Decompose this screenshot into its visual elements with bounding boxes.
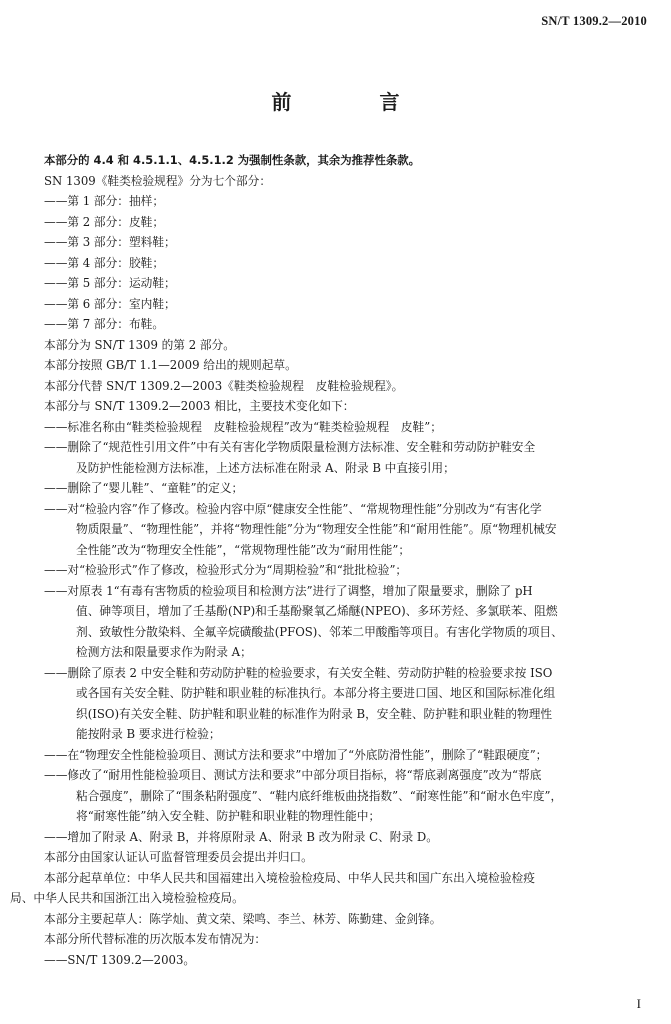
paragraph-line: 剂、致敏性分散染料、全氟辛烷磺酸盐(PFOS)、邻苯二甲酸酯等项目。有害化学物质的项目、 [76,624,563,639]
paragraph-line: 或各国有关安全鞋、防护鞋和职业鞋的标准执行。本部分将主要进口国、地区和国际标准化组 [76,686,556,700]
list-item: ——删除了原表 2 中安全鞋和劳动防护鞋的检验要求，有关安全鞋、劳动防护鞋的检验要求按 ISO [44,665,553,680]
list-item: ——第 6 部分：室内鞋； [44,296,176,311]
paragraph-line: 局、中华人民共和国浙江出入境检验检疫局。 [10,891,244,905]
paragraph-line: 将“耐寒性能”纳入安全鞋、防护鞋和职业鞋的物理性能中； [76,809,381,823]
list-item: ——增加了附录 A、附录 B，并将原附录 A、附录 B 改为附录 C、附录 D。 [44,829,438,844]
paragraph-line: 本部分代替 SN/T 1309.2—2003《鞋类检验规程 皮鞋检验规程》。 [44,378,404,393]
paragraph-line: 本部分起草单位：中华人民共和国福建出入境检验检疫局、中华人民共和国广东出入境检验检疫 [44,870,535,885]
standard-code: SN/T 1309.2—2010 [541,14,647,28]
page-title: 前 言 [271,90,434,114]
list-item: ——对原表 1“有毒有害物质的检验项目和检测方法”进行了调整，增加了限量要求，删除了 pH [44,583,533,598]
paragraph-line: 本部分为 SN/T 1309 的第 2 部分。 [44,337,235,352]
paragraph-line: 及防护性能检测方法标准，上述方法标准在附录 A、附录 B 中直接引用； [76,460,455,475]
list-item: ——在“物理安全性能检验项目、测试方法和要求”中增加了“外底防滑性能”，删除了“鞋跟硬度”； [44,747,548,762]
page-number: I [636,996,641,1011]
paragraph-line: 本部分主要起草人：陈学灿、黄文荣、梁鸣、李兰、林芳、陈勤建、金剑锋。 [44,911,442,926]
list-item: ——对“检验内容”作了修改。检验内容中原“健康安全性能”、“常规物理性能”分别改为“有害化学 [44,501,542,516]
list-item: ——第 3 部分：塑料鞋； [44,235,176,249]
paragraph-line: 物质限量”、“物理性能”，并将“物理性能”分为“物理安全性能”和“耐用性能”。原“物理机械安 [76,522,557,536]
paragraph-line: 本部分所代替标准的历次版本发布情况为： [44,932,267,946]
list-item: ——删除了“规范性引用文件”中有关有害化学物质限量检测方法标准、安全鞋和劳动防护鞋安全 [44,440,536,454]
list-item: ——删除了“婴儿鞋”、“童鞋”的定义； [44,481,244,495]
list-item: ——第 2 部分：皮鞋； [44,214,165,229]
list-item: ——第 7 部分：布鞋。 [44,317,165,331]
list-item: ——对“检验形式”作了修改，检验形式分为“周期检验”和“批批检验”； [44,563,408,577]
list-item: ——修改了“耐用性能检验项目、测试方法和要求”中部分项目指标，将“帮底剥离强度”改为“帮底 [44,768,542,782]
paragraph-line: 值、砷等项目，增加了壬基酚(NP)和壬基酚聚氧乙烯醚(NPEO)、多环芳烃、多氯联苯、阻燃 [76,604,558,618]
list-item: ——标准名称由“鞋类检验规程 皮鞋检验规程”改为“鞋类检验规程 皮鞋”； [44,419,442,434]
paragraph-line: 能按附录 B 要求进行检验； [76,727,221,741]
list-item: ——第 5 部分：运动鞋； [44,276,176,290]
paragraph-line: SN 1309《鞋类检验规程》分为七个部分： [44,173,272,188]
paragraph-line: 全性能”改为“物理安全性能”，“常规物理性能”改为“耐用性能”； [76,542,411,557]
foreword-body [0,150,671,970]
list-item: ——第 4 部分：胶鞋； [44,255,165,270]
list-item: ——SN/T 1309.2—2003。 [44,952,196,967]
paragraph-line: 织(ISO)有关安全鞋、防护鞋和职业鞋的标准作为附录 B，安全鞋、防护鞋和职业鞋的物理性 [76,706,553,721]
list-item: ——第 1 部分：抽样； [44,194,165,208]
paragraph-line: 本部分由国家认证认可监督管理委员会提出并归口。 [44,850,313,864]
paragraph-line: 本部分按照 GB/T 1.1—2009 给出的规则起草。 [44,358,297,372]
paragraph-line: 本部分的 4.4 和 4.5.1.1、4.5.1.2 为强制性条款，其余为推荐性条款。 [44,153,421,167]
paragraph-line: 检测方法和限量要求作为附录 A； [76,645,252,659]
paragraph-line: 粘合强度”，删除了“围条粘附强度”、“鞋内底纤维板曲挠指数”、“耐寒性能”和“耐水色牢度”， [76,788,563,803]
paragraph-line: 本部分与 SN/T 1309.2—2003 相比，主要技术变化如下： [44,399,355,413]
